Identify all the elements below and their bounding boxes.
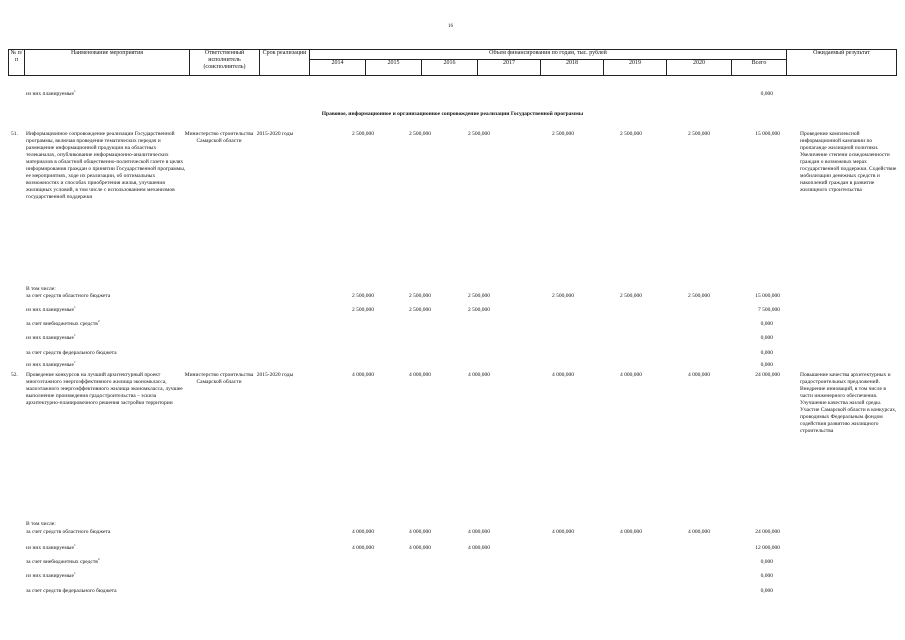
value-cell: 4 000,000 [409,372,431,378]
row-label: из них планируемые$^1$ [26,571,76,579]
row-label: за счет средств областного бюджета [26,529,111,535]
item-description: Проведение конкурсов на лучший архитектурный проект многоэтажного энергоэффективного жилища экономкласса, малоэтажного энергоэффективного жилища экономкласса, лучшее выполнение произведения градостроительства – эскиза архитектурно-планировочного решения застройки территории [26,372,183,406]
row-total: 0,000 [760,362,773,368]
row-total: 0,000 [760,588,773,594]
row-total: 0,000 [760,559,773,565]
item-executor: Министерство строительства Самарской области [184,131,254,144]
row-total: 0,000 [760,350,773,356]
header-fin: Объем финансирования по годам, тыс. рублей [310,50,787,60]
value-cell: 4 000,000 [468,529,490,535]
value-cell: 2 500,000 [688,293,710,299]
value-cell: 4 000,000 [352,372,374,378]
value-cell: 4 000,000 [409,529,431,535]
row-total: 0,000 [760,335,773,341]
header-year: 2015 [366,60,422,76]
value-cell: 4 000,000 [620,372,642,378]
section-title: Правовое, информационное и организационное сопровождение реализации Государственной программы [321,111,584,117]
including-label: В том числе: [26,521,56,527]
row-label: за счет внебюджетных средств$^2$ [26,557,100,565]
value-cell: 2 500,000 [352,131,374,137]
item-result: Повышение качества архитектурных и градостроительных предложений. Внедрение инноваций, в том числе в части инженерного обеспечения. Улучшение качества жилой среды. Участие Самарской области в конкурсах, проводимых Федеральным фондом содействия развитию жилищного строительства [800,372,897,434]
row-label: из них планируемые$^1$ [26,333,76,341]
header-year: 2014 [310,60,366,76]
value-cell: 4 000,000 [552,372,574,378]
page-number: 16 [448,24,453,29]
row-label: за счет средств областного бюджета [26,293,111,299]
value-cell: 2 500,000 [552,131,574,137]
item-term: 2015-2020 годы [256,372,294,378]
value-cell: 2 500,000 [409,307,431,313]
value-cell: 2 500,000 [468,131,490,137]
value-cell: 4 000,000 [688,529,710,535]
row-label: из них планируемые$^1$ [26,305,76,313]
value-cell: 4 000,000 [352,545,374,551]
value-cell: 2 500,000 [468,293,490,299]
including-label: В том числе: [26,286,56,292]
value-cell: 4 000,000 [552,529,574,535]
item-description: Информационное сопровождение реализации Государственной программы, включая проведение тематических передач и размещение информационной продукции на областных телеканалах, опубликование информационно-аналитических материалов в областной общественно-политической газете в целях информирования граждан о принятии Государственной программы, ее мероприятиях, ходе их реализации, об оптимальных возможностях и способах приобретения жилья, улучшения жилищных условий, в том числе с использованием механизмов государственной поддержки [26,131,186,200]
value-cell: 2 500,000 [352,293,374,299]
row-total: 0,000 [760,321,773,327]
row-label: из них планируемые$^1$ [26,360,76,368]
value-cell: 4 000,000 [468,545,490,551]
header-year: 2018 [541,60,604,76]
value-cell: 2 500,000 [620,131,642,137]
item-number: 51. [11,131,18,137]
header-year: 2020 [667,60,732,76]
item-term: 2015-2020 годы [256,131,294,137]
row-total: 24 000,000 [755,529,780,535]
value-cell: 2 500,000 [688,131,710,137]
header-term: Срок реализации [260,50,310,76]
header-num: № п/п [9,50,25,76]
row-label: из них планируемые$^1$ [26,89,76,97]
value-cell: 2 500,000 [409,293,431,299]
row-total: 15 000,000 [755,131,780,137]
value-cell: 4 000,000 [468,372,490,378]
header-name: Наименование мероприятия [25,50,190,76]
row-total: 12 000,000 [755,545,780,551]
value-cell: 2 500,000 [552,293,574,299]
row-total: 0,000 [760,91,773,97]
header-year: Всего [732,60,787,76]
value-cell: 4 000,000 [352,529,374,535]
header-year: 2016 [422,60,478,76]
value-cell: 2 500,000 [409,131,431,137]
header-exec: Ответственный исполнитель (соисполнитель) [190,50,260,76]
row-total: 0,000 [760,573,773,579]
row-label: за счет средств федерального бюджета [26,588,117,594]
row-label: из них планируемые$^1$ [26,543,76,551]
value-cell: 2 500,000 [620,293,642,299]
table-header [8,49,897,76]
row-total: 7 500,000 [758,307,780,313]
value-cell: 4 000,000 [688,372,710,378]
value-cell: 4 000,000 [409,545,431,551]
item-number: 52. [11,372,18,378]
value-cell: 4 000,000 [620,529,642,535]
row-label: за счет средств федерального бюджета [26,350,117,356]
row-total: 15 000,000 [755,293,780,299]
value-cell: 2 500,000 [352,307,374,313]
header-result: Ожидаемый результат [787,50,897,76]
item-executor: Министерство строительства Самарской области [184,372,254,385]
header-year: 2019 [604,60,667,76]
item-result: Проведение комплексной информационной кампании по пропаганде жилищной политики. Увеличение степени осведомленности граждан о возможных мерах государственной поддержки. Содействие мобилизации денежных средств и накоплений граждан в развитие жилищного строительства [800,131,897,193]
value-cell: 2 500,000 [468,307,490,313]
row-label: за счет внебюджетных средств$^2$ [26,319,100,327]
row-total: 24 000,000 [755,372,780,378]
header-year: 2017 [478,60,541,76]
